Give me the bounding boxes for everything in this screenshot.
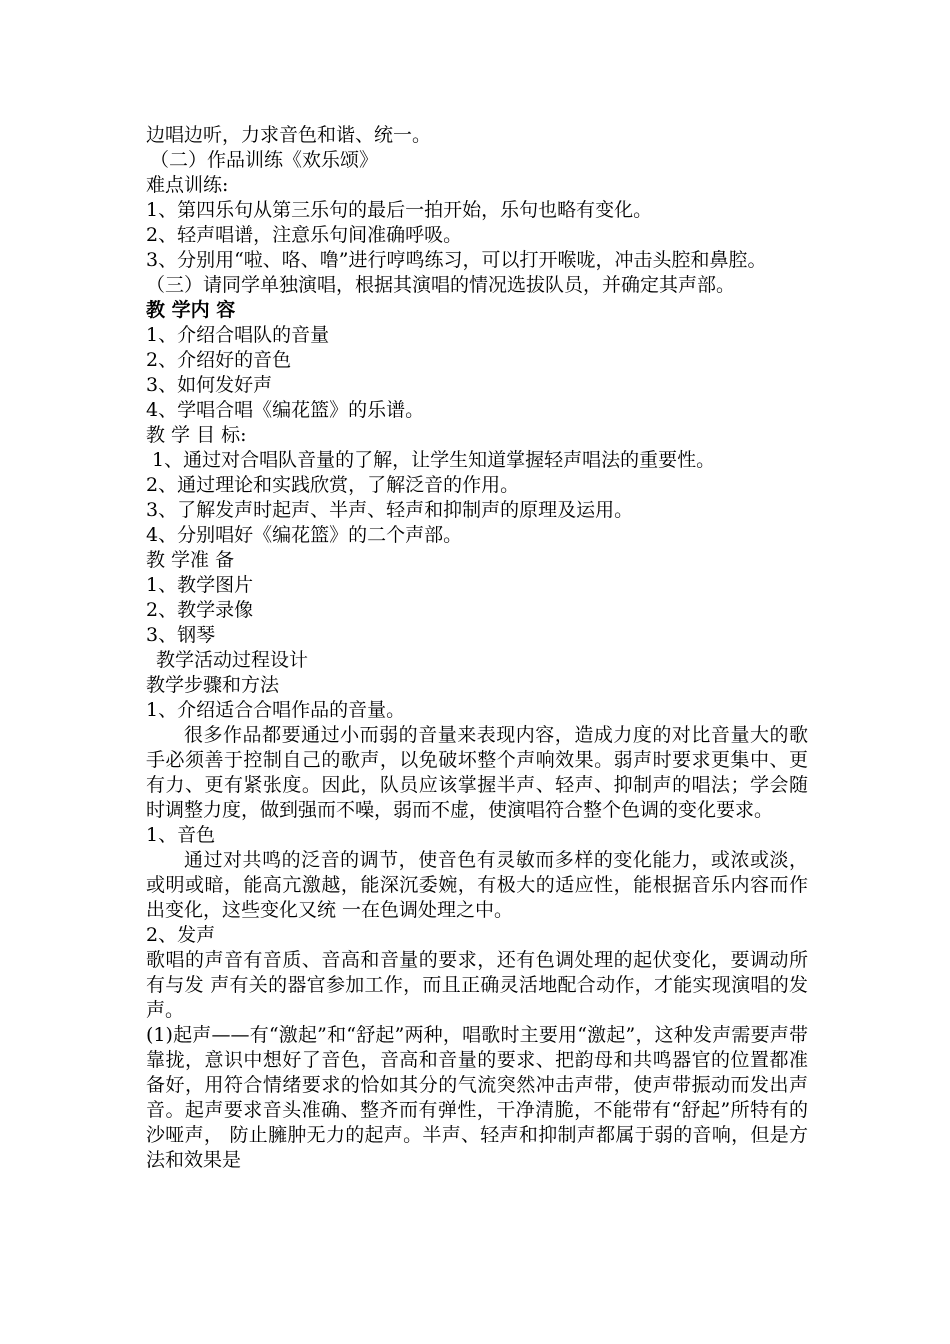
section-heading: 教学步骤和方法 <box>146 674 280 696</box>
document-page <box>146 123 808 1173</box>
list-item: 1、音色 <box>146 824 216 846</box>
list-item: 1、教学图片 <box>146 574 254 596</box>
list-item: 3、如何发好声 <box>146 374 273 396</box>
list-item: 3、分别用“啦、咯、噜”进行哼鸣练习，可以打开喉咙，冲击头腔和鼻腔。 <box>146 249 767 271</box>
list-item: 1、第四乐句从第三乐句的最后一拍开始，乐句也略有变化。 <box>146 199 653 221</box>
section-heading: 教 学内 容 <box>146 299 236 321</box>
section-heading: （三）请同学单独演唱，根据其演唱的情况选拔队员，并确定其声部。 <box>146 274 736 296</box>
list-item: 1、介绍适合合唱作品的音量。 <box>146 699 406 721</box>
list-item: 2、介绍好的音色 <box>146 349 292 371</box>
text-line: 边唱边听，力求音色和谐、统一。 <box>146 124 432 146</box>
list-item: 2、轻声唱谱，注意乐句间准确呼吸。 <box>146 224 463 246</box>
text-line: 难点训练: <box>146 174 229 196</box>
list-item: 3、钢琴 <box>146 624 216 646</box>
section-heading: 教 学 目 标: <box>146 424 247 446</box>
paragraph: 通过对共鸣的泛音的调节，使音色有灵敏而多样的变化能力，或浓或淡，或明或暗，能高亢激越，能深沉委婉，有极大的适应性，能根据音乐内容而作出变化，这些变化又统 一在色调处理之中。 <box>146 849 808 921</box>
section-heading: 教 学准 备 <box>146 549 235 571</box>
list-item: 4、学唱合唱《编花篮》的乐谱。 <box>146 399 425 421</box>
list-item: 1、通过对合唱队音量的了解，让学生知道掌握轻声唱法的重要性。 <box>152 449 716 471</box>
list-item: 2、通过理论和实践欣赏，了解泛音的作用。 <box>146 474 520 496</box>
list-item: 2、教学录像 <box>146 599 254 621</box>
list-item: 3、了解发声时起声、半声、轻声和抑制声的原理及运用。 <box>146 499 634 521</box>
list-item: 2、发声 <box>146 924 216 946</box>
paragraph: 很多作品都要通过小而弱的音量来表现内容，造成力度的对比音量大的歌手必须善于控制自己的歌声，以免破坏整个声响效果。弱声时要求更集中、更有力、更有紧张度。因此，队员应该掌握半声、轻声、抑制声的唱法；学会随时调整力度，做到强而不噪，弱而不虚，使演唱符合整个色调的变化要求。 <box>146 724 808 821</box>
section-heading: 教学活动过程设计 <box>156 649 309 671</box>
paragraph: 歌唱的声音有音质、音高和音量的要求，还有色调处理的起伏变化，要调动所有与发 声有关的器官参加工作，而且正确灵活地配合动作，才能实现演唱的发声。 <box>146 949 808 1021</box>
list-item: 4、分别唱好《编花篮》的二个声部。 <box>146 524 463 546</box>
section-heading: （二）作品训练《欢乐颂》 <box>150 149 379 171</box>
paragraph: (1)起声——有“激起”和“舒起”两种，唱歌时主要用“激起”，这种发声需要声带靠拢，意识中想好了音色，音高和音量的要求、把韵母和共鸣器官的位置都准备好，用符合情绪要求的恰如其分的气流突然冲击声带，使声带振动而发出声音。起声要求音头准确、整齐而有弹性，干净清脆，不能带有“舒起”所特有的沙哑声， 防止臃肿无力的起声。半声、轻声和抑制声都属于弱的音响，但是方法和效果是 <box>146 1024 808 1171</box>
list-item: 1、介绍合唱队的音量 <box>146 324 330 346</box>
